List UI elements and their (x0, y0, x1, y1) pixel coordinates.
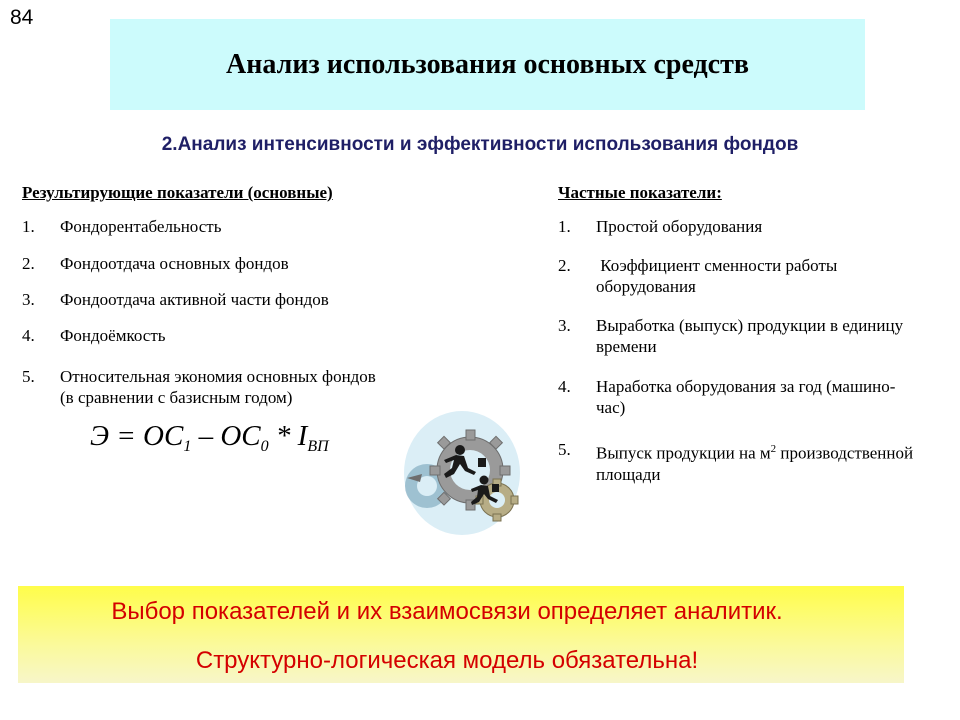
list-item-text-part: производственной площади (596, 443, 914, 484)
list-item-text: Фондоотдача активной части фондов (60, 290, 329, 309)
list-item-number: 3. (558, 316, 571, 335)
list-item-number: 1. (22, 217, 35, 236)
list-item-number: 1. (558, 217, 571, 236)
list-item-number: 3. (22, 290, 35, 309)
list-item-text (596, 439, 918, 485)
formula-lhs: Э = ОС (90, 420, 184, 452)
slide-number: 84 (10, 6, 34, 29)
section-subtitle: 2.Анализ интенсивности и эффективности использования фондов (161, 134, 799, 155)
list-item-number: 5. (22, 367, 35, 386)
formula-times: * I (268, 420, 308, 452)
left-column-heading: Результирующие показатели (основные) (22, 183, 333, 202)
conclusion-line-1: Выбор показателей и их взаимосвязи определяет аналитик. (111, 598, 783, 625)
list-item-text: Относительная экономия основных фондов (в сравнении с базисным годом) (60, 367, 376, 407)
right-column-heading: Частные показатели: (558, 183, 722, 202)
formula-minus: – ОС (191, 420, 261, 452)
page-title: Анализ использования основных средств (226, 48, 749, 80)
list-item-text: Простой оборудования (596, 217, 763, 236)
formula-sub-1: 1 (183, 438, 192, 455)
conclusion-banner (18, 586, 904, 683)
list-item-number: 2. (22, 254, 35, 273)
list-item-text: Фондоотдача основных фондов (60, 254, 289, 273)
right-indicator-list (558, 216, 918, 496)
list-item-text: Выработка (выпуск) продукции в единицу времени (596, 316, 904, 356)
list-item-number: 4. (558, 377, 571, 396)
list-item-number: 5. (558, 440, 571, 459)
list-item-text: Наработка оборудования за год (машино-час) (596, 377, 896, 417)
formula-sub-vp: ВП (307, 438, 329, 455)
business-people-running-on-gears-icon (402, 408, 532, 543)
left-indicator-list (22, 216, 432, 416)
title-box (110, 19, 865, 110)
economy-formula (90, 420, 329, 456)
list-item-number: 4. (22, 326, 35, 345)
list-item-text-part: Выпуск продукции на м (596, 443, 771, 463)
superscript-2: 2 (770, 443, 777, 455)
formula-sub-0: 0 (260, 438, 269, 455)
list-item-text: Фондоёмкость (60, 326, 166, 345)
conclusion-line-2: Структурно-логическая модель обязательна! (195, 647, 699, 674)
list-item-number: 2. (558, 256, 571, 275)
list-item-text: Фондорентабельность (60, 217, 222, 236)
list-item-text: Коэффициент сменности работы оборудования (596, 256, 842, 296)
